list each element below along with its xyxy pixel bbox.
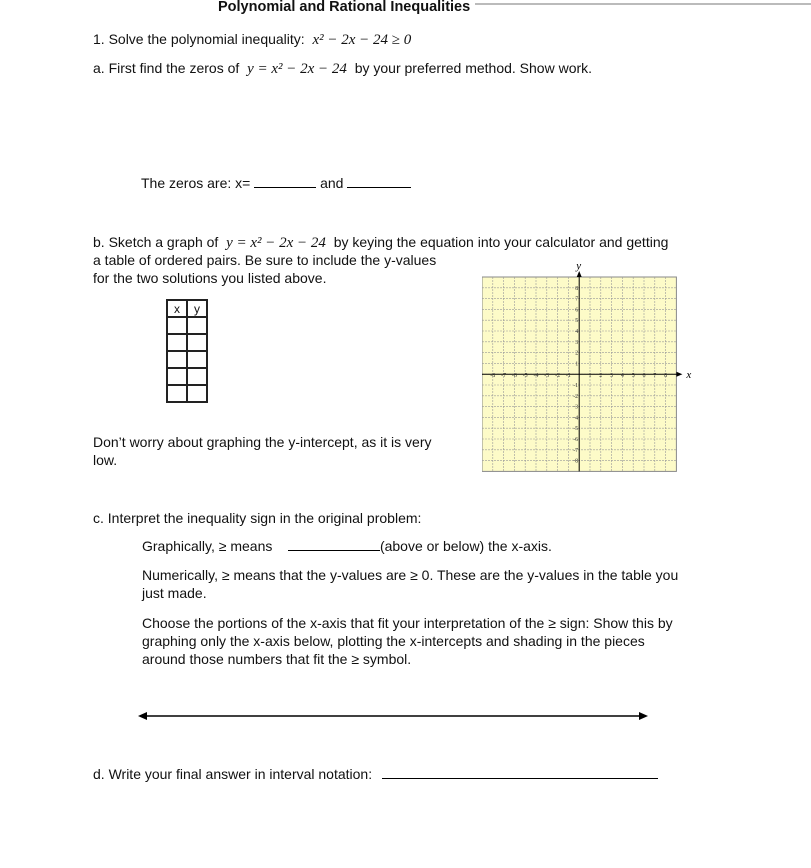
number-line[interactable] <box>138 708 648 724</box>
y-tick-label: -5 <box>573 426 579 433</box>
x-tick-label: -7 <box>501 373 507 380</box>
x-tick-label: 8 <box>664 373 668 380</box>
left-arrow-icon <box>138 712 147 720</box>
question-1c: c. Interpret the inequality sign in the original problem: <box>93 510 422 526</box>
table-cell[interactable] <box>167 351 187 368</box>
table-cell[interactable] <box>187 351 207 368</box>
table-row <box>167 334 207 351</box>
x-tick-label: 5 <box>631 373 635 380</box>
question-1b-line3: for the two solutions you listed above. <box>93 270 327 286</box>
table-cell[interactable] <box>167 317 187 334</box>
y-tick-label: -6 <box>573 437 579 443</box>
x-tick-label: -1 <box>565 373 571 380</box>
question-1d: d. Write your final answer in interval notation: <box>93 765 658 783</box>
x-tick-label: 1 <box>588 373 592 380</box>
x-tick-label: -2 <box>555 373 561 380</box>
note-line1: Don’t worry about graphing the y-intercept, as it is very <box>93 434 432 450</box>
question-1b: b. Sketch a graph of y = x² − 2x − 24 by keying the equation into your calculator and getting <box>93 234 669 251</box>
table-cell[interactable] <box>187 317 207 334</box>
table-cell[interactable] <box>187 385 207 402</box>
x-tick-label: -4 <box>533 373 539 380</box>
y-tick-label: -1 <box>573 383 579 389</box>
numerically-line1: Numerically, ≥ means that the y-values are ≥ 0. These are the y-values in the table you <box>142 567 679 583</box>
x-tick-label: 3 <box>610 373 614 380</box>
x-tick-label: 4 <box>620 373 624 380</box>
y-tick-label: 8 <box>575 285 579 292</box>
right-arrow-icon <box>639 712 648 720</box>
question-1b-line2: a table of ordered pairs. Be sure to include the y-values <box>93 252 437 268</box>
xy-table <box>166 299 208 403</box>
zeros-line: The zeros are: x= and <box>141 174 411 192</box>
table-row <box>167 317 207 334</box>
y-tick-label: -7 <box>573 447 579 454</box>
table-cell[interactable] <box>167 334 187 351</box>
question-1: 1. Solve the polynomial inequality: x² − 2x − 24 ≥ 0 <box>93 31 412 48</box>
y-tick-label: 3 <box>575 339 579 346</box>
table-row <box>167 385 207 402</box>
y-tick-label: 5 <box>575 318 579 325</box>
y-tick-label: 6 <box>575 307 579 314</box>
x-tick-label: -5 <box>522 373 528 380</box>
question-1a: a. First find the zeros of y = x² − 2x − 24 by your preferred method. Show work. <box>93 60 593 77</box>
x-arrow-icon <box>676 372 682 377</box>
table-row <box>167 351 207 368</box>
zero-1-blank[interactable] <box>254 175 316 188</box>
above-below-blank[interactable] <box>288 538 380 551</box>
page-title: Polynomial and Rational Inequalities <box>218 0 471 15</box>
table-cell[interactable] <box>187 334 207 351</box>
y-tick-label: 7 <box>575 296 579 303</box>
x-tick-label: 2 <box>599 373 603 380</box>
interval-answer-blank[interactable] <box>382 766 658 779</box>
x-tick-label: -6 <box>511 373 517 380</box>
y-tick-label: -8 <box>573 458 579 465</box>
y-tick-label: 1 <box>575 361 579 368</box>
choose-line3: around those numbers that fit the ≥ symbol. <box>142 651 412 667</box>
y-axis-label: y <box>576 262 582 272</box>
graphically-line: Graphically, ≥ means (above or below) the x-axis. <box>142 538 552 554</box>
header-y: y <box>187 300 207 317</box>
x-tick-label: -3 <box>544 373 550 380</box>
table-cell[interactable] <box>167 385 187 402</box>
y-tick-label: -2 <box>573 393 579 400</box>
top-rule <box>475 3 811 5</box>
numerically-line2: just made. <box>142 585 207 601</box>
x-axis-label: x <box>686 369 692 382</box>
y-tick-label: 2 <box>575 350 579 357</box>
y-tick-label: -4 <box>573 415 579 422</box>
table-cell[interactable] <box>187 368 207 385</box>
coordinate-grid[interactable] <box>482 262 697 474</box>
header-x: x <box>167 300 187 317</box>
table-row <box>167 368 207 385</box>
y-tick-label: 4 <box>575 329 579 335</box>
table-cell[interactable] <box>167 368 187 385</box>
choose-line2: graphing only the x-axis below, plotting the x-intercepts and shading in the pieces <box>142 633 645 649</box>
x-tick-label: -8 <box>490 373 496 380</box>
choose-line1: Choose the portions of the x-axis that fit your interpretation of the ≥ sign: Show this by <box>142 615 673 631</box>
note-line2: low. <box>93 452 118 468</box>
zero-2-blank[interactable] <box>347 175 411 188</box>
x-tick-label: 6 <box>642 373 646 380</box>
y-tick-label: -3 <box>573 404 579 411</box>
x-tick-label: 7 <box>653 373 657 380</box>
